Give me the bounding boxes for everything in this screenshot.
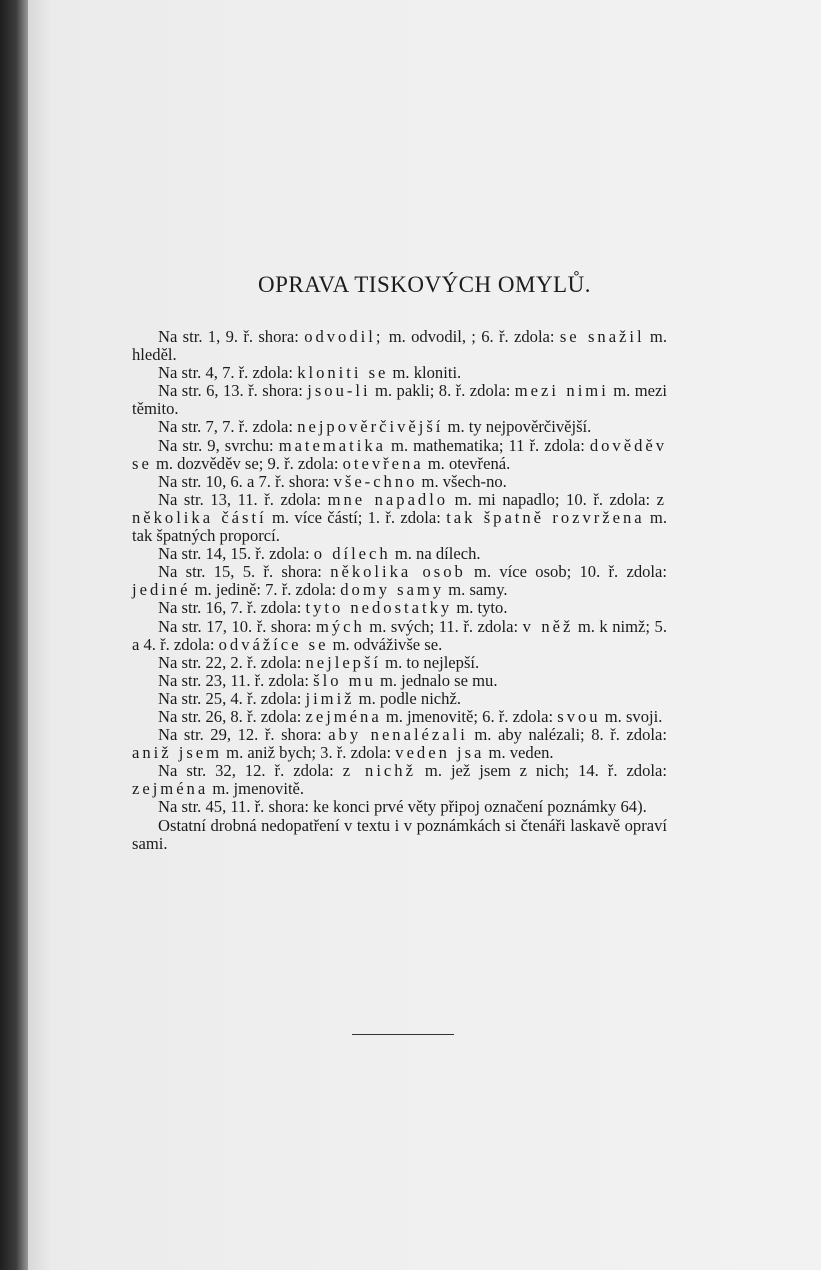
errata-entry <box>132 437 667 473</box>
entry-text: m. veden. <box>484 743 554 763</box>
entry-text: m. odvodil, ; 6. ř. zdola: <box>383 327 560 346</box>
entry-text: m. aby nalézali; 8. ř. zdola: <box>467 725 667 745</box>
entry-text: m. všech-no. <box>417 471 507 491</box>
errata-entry <box>132 672 667 690</box>
spaced-correction: aby nenalézali <box>328 725 468 745</box>
entry-text: m. hleděl. <box>132 327 667 365</box>
errata-entry <box>132 762 667 798</box>
entry-text: m. jednalo se mu. <box>375 670 498 690</box>
spaced-correction: nejpověrčivější <box>297 417 444 437</box>
errata-entry <box>132 726 667 762</box>
entry-text: Na str. 4, 7. ř. zdola: <box>158 363 298 383</box>
entry-text: m. ty nejpověrčivější. <box>443 417 592 437</box>
entry-text: m. mezi těmito. <box>132 381 667 419</box>
spaced-correction: veden jsa <box>395 743 485 763</box>
spaced-correction: kloniti se <box>297 363 389 383</box>
entry-text: Na str. 6, 13. ř. shora: <box>158 381 308 401</box>
spaced-correction: svou <box>557 706 601 726</box>
entry-text: m. mi napadlo; 10. ř. zdola: <box>448 489 657 509</box>
page-title: OPRAVA TISKOVÝCH OMYLŮ. <box>258 272 591 297</box>
entry-text: Na str. 16, 7. ř. zdola: <box>158 598 306 618</box>
entry-text: Na str. 14, 15. ř. zdola: <box>158 544 314 564</box>
entry-text: m. k nimž; 5. a 4. ř. zdola: <box>132 616 667 654</box>
entry-text: Na str. 32, 12. ř. zdola: <box>158 761 343 781</box>
spaced-correction: tyto nedostatky <box>305 598 453 618</box>
spaced-correction: odvodil; <box>304 327 384 346</box>
spaced-correction: jimiž <box>305 688 355 708</box>
entry-text: m. kloniti. <box>388 363 462 383</box>
spaced-correction: zejména <box>132 779 209 799</box>
closing-rule <box>352 1034 454 1035</box>
entry-text: Na str. 9, svrchu: <box>158 435 279 455</box>
spaced-correction: mne napadlo <box>327 489 449 509</box>
errata-entry <box>132 817 667 853</box>
entry-text: m. svých; 11. ř. zdola: <box>364 616 523 636</box>
entry-text: m. to nejlepší. <box>381 652 480 672</box>
entry-text: m. na dílech. <box>390 544 481 564</box>
spaced-correction: jsou-li <box>307 381 371 401</box>
spaced-correction: domy samy <box>340 580 445 600</box>
spaced-correction: z nichž <box>342 761 416 781</box>
entry-text: m. mathematika; 11 ř. zdola: <box>385 435 590 455</box>
entry-text: Na str. 10, 6. a 7. ř. shora: <box>158 471 334 491</box>
entry-text: Na str. 13, 11. ř. zdola: <box>158 489 328 509</box>
spaced-correction: mých <box>315 616 365 636</box>
entry-text: m. více osob; 10. ř. zdola: <box>465 562 667 582</box>
entry-text: m. svoji. <box>600 706 663 726</box>
errata-entry <box>132 545 667 563</box>
entry-text: Na str. 22, 2. ř. zdola: <box>158 652 306 672</box>
entry-text: m. jmenovitě; 6. ř. zdola: <box>381 706 558 726</box>
spaced-correction: několika osob <box>330 562 466 582</box>
entry-text: m. pakli; 8. ř. zdola: <box>370 381 515 401</box>
spaced-correction: matematika <box>278 435 386 455</box>
entry-text: Na str. 23, 11. ř. zdola: <box>158 670 314 690</box>
entry-text: m. více částí; 1. ř. zdola: <box>266 507 447 527</box>
entry-text: m. jedině: 7. ř. zdola: <box>190 580 341 600</box>
errata-entry <box>132 798 667 816</box>
spaced-correction: vše-chno <box>333 471 418 491</box>
spaced-correction: odvážíce se <box>218 634 329 654</box>
entry-text: Na str. 29, 12. ř. shora: <box>158 725 329 745</box>
errata-entry <box>132 491 667 545</box>
spaced-correction: se snažil <box>559 327 645 346</box>
entry-text: Na str. 26, 8. ř. zdola: <box>158 706 306 726</box>
spaced-correction: nejlepší <box>305 652 382 672</box>
entry-text: m. jež jsem z nich; 14. ř. zdola: <box>415 761 667 781</box>
spaced-correction: v něž <box>522 616 574 636</box>
entry-text: m. odváživše se. <box>328 634 443 654</box>
errata-entry <box>132 563 667 599</box>
spaced-correction: aniž jsem <box>132 743 223 763</box>
entry-text: Na str. 25, 4. ř. zdola: <box>158 688 306 708</box>
entry-text: m. tyto. <box>452 598 508 618</box>
errata-entry <box>132 654 667 672</box>
errata-entry <box>132 708 667 726</box>
errata-entry <box>132 328 667 364</box>
entry-text: m. podle nichž. <box>354 688 461 708</box>
spaced-correction: zejména <box>305 706 382 726</box>
entry-text: Na str. 45, 11. ř. shora: ke konci prvé věty připoj označení poznámky 64). <box>158 797 647 817</box>
errata-entry <box>132 599 667 617</box>
errata-entry <box>132 690 667 708</box>
entry-text: m. aniž bych; 3. ř. zdola: <box>222 743 396 763</box>
errata-entry <box>132 618 667 654</box>
entry-text: m. samy. <box>444 580 508 600</box>
spaced-correction: mezi nimi <box>514 381 609 401</box>
errata-entry <box>132 473 667 491</box>
entry-text: Ostatní drobná nedopatření v textu i v poznámkách si čtenáři laskavě opraví sami. <box>132 815 667 853</box>
entry-text: m. tak špatných proporcí. <box>132 507 667 546</box>
entry-text: Na str. 17, 10. ř. shora: <box>158 616 316 636</box>
errata-entry <box>132 364 667 382</box>
entry-text: Na str. 7, 7. ř. zdola: <box>158 417 298 437</box>
spaced-correction: dověděv se <box>132 435 667 473</box>
spaced-correction: z několika částí <box>132 489 668 527</box>
entry-text: Na str. 1, 9. ř. shora: <box>158 327 305 346</box>
errata-list <box>132 328 667 853</box>
spaced-correction: otevřena <box>342 453 424 473</box>
spaced-correction: tak špatně rozvržena <box>446 507 645 527</box>
entry-text: m. jmenovitě. <box>208 779 305 799</box>
entry-text: Na str. 15, 5. ř. shora: <box>158 562 331 582</box>
spaced-correction: šlo mu <box>313 670 376 690</box>
entry-text: m. dozvěděv se; 9. ř. zdola: <box>151 453 343 473</box>
entry-text: m. otevřená. <box>423 453 511 473</box>
errata-entry <box>132 382 667 418</box>
spaced-correction: o dílech <box>313 544 391 564</box>
spaced-correction: jediné <box>132 580 191 600</box>
errata-entry <box>132 418 667 436</box>
